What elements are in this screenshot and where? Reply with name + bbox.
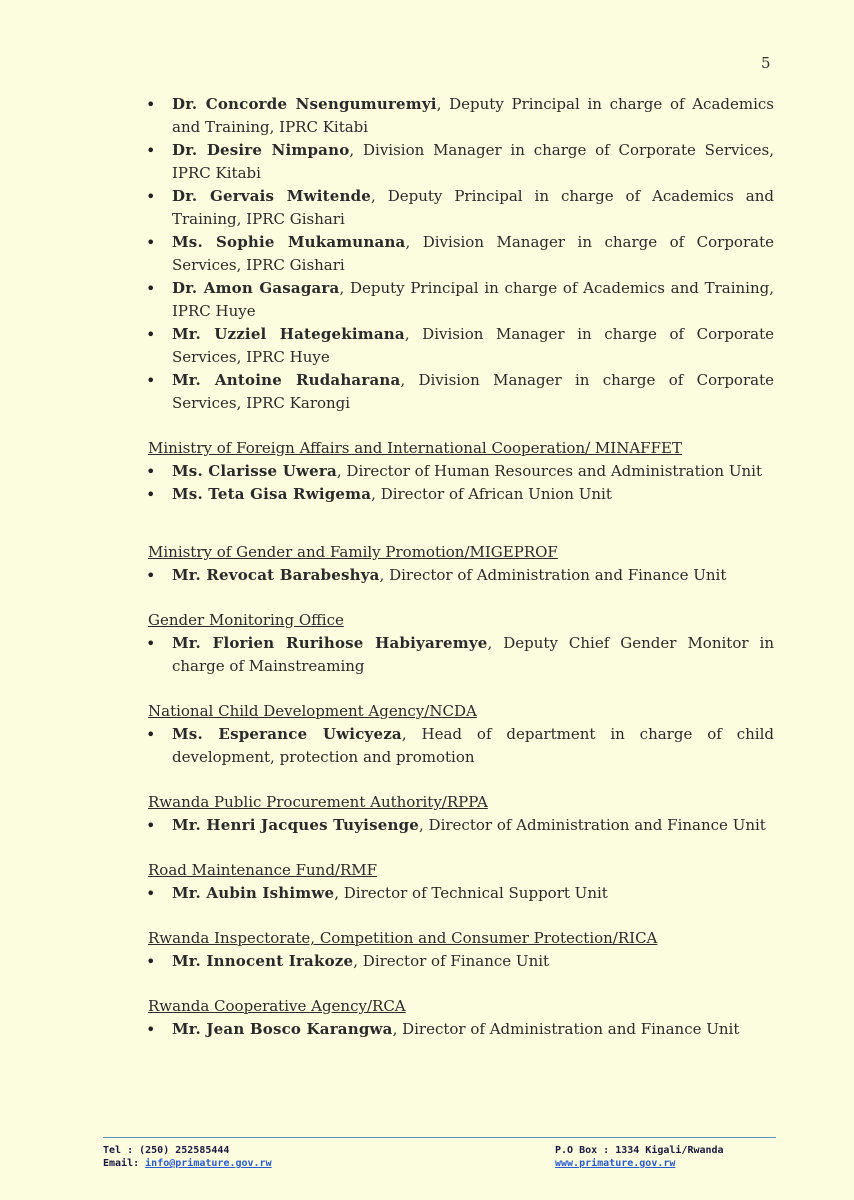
section-heading-rica: Rwanda Inspectorate, Competition and Consumer Protection/RICA — [148, 929, 658, 947]
person-role: , Deputy Principal in charge of Academics and Training, IPRC Gishari — [172, 187, 774, 228]
list-item — [146, 1018, 774, 1041]
person-name: Dr. Amon Gasagara — [172, 279, 340, 297]
section-list — [146, 723, 774, 769]
person-role: , Division Manager in charge of Corporate Services, IPRC Huye — [172, 325, 774, 366]
person-role: , Director of Finance Unit — [353, 952, 550, 970]
person-role: , Director of Administration and Finance Unit — [392, 1020, 740, 1038]
person-name: Mr. Uzziel Hategekimana — [172, 325, 405, 343]
person-name: Ms. Sophie Mukamunana — [172, 233, 406, 251]
document-body — [146, 93, 774, 1041]
section-list — [146, 632, 774, 678]
person-role: , Division Manager in charge of Corporate Services, IPRC Gishari — [172, 233, 774, 274]
list-item — [146, 950, 774, 973]
person-name: Mr. Aubin Ishimwe — [172, 884, 335, 902]
section-heading-ncda: National Child Development Agency/NCDA — [148, 702, 477, 720]
section-heading-migeprof: Ministry of Gender and Family Promotion/MIGEPROF — [148, 543, 558, 561]
person-name: Mr. Antoine Rudaharana — [172, 371, 401, 389]
person-role: , Director of African Union Unit — [371, 485, 612, 503]
person-name: Mr. Innocent Irakoze — [172, 952, 354, 970]
list-item — [146, 882, 774, 905]
list-item — [146, 564, 774, 587]
website-link[interactable]: www.primature.gov.rw — [555, 1158, 676, 1169]
list-item — [146, 460, 774, 483]
section-list — [146, 564, 774, 587]
section-heading-gmo: Gender Monitoring Office — [148, 611, 344, 629]
person-role: , Deputy Principal in charge of Academics and Training, IPRC Huye — [172, 279, 774, 320]
person-name: Ms. Teta Gisa Rwigema — [172, 485, 372, 503]
intro-list — [146, 93, 774, 415]
person-name: Ms. Clarisse Uwera — [172, 462, 337, 480]
person-name: Dr. Concorde Nsengumuremyi — [172, 95, 437, 113]
section-list — [146, 814, 774, 837]
person-name: Mr. Henri Jacques Tuyisenge — [172, 816, 420, 834]
list-item — [146, 185, 774, 231]
person-role: , Deputy Principal in charge of Academics and Training, IPRC Kitabi — [172, 95, 774, 136]
email-link[interactable]: info@primature.gov.rw — [145, 1158, 272, 1169]
list-item — [146, 814, 774, 837]
person-name: Mr. Florien Rurihose Habiyaremye — [172, 634, 488, 652]
person-role: , Director of Administration and Finance Unit — [379, 566, 727, 584]
list-item — [146, 231, 774, 277]
list-item — [146, 369, 774, 415]
person-name: Mr. Revocat Barabeshya — [172, 566, 380, 584]
list-item — [146, 139, 774, 185]
footer-address — [555, 1144, 724, 1170]
footer-email-line — [103, 1157, 272, 1170]
section-heading-rca: Rwanda Cooperative Agency/RCA — [148, 997, 406, 1015]
person-role: , Head of department in charge of child development, protection and promotion — [172, 725, 774, 766]
person-name: Ms. Esperance Uwicyeza — [172, 725, 402, 743]
person-role: , Director of Administration and Finance Unit — [419, 816, 766, 834]
list-item — [146, 723, 774, 769]
footer-tel: Tel : (250) 252585444 — [103, 1145, 230, 1156]
person-role: , Director of Technical Support Unit — [334, 884, 608, 902]
footer-divider — [103, 1137, 776, 1138]
section-heading-rppa: Rwanda Public Procurement Authority/RPPA — [148, 793, 488, 811]
section-list — [146, 460, 774, 506]
footer-pobox: P.O Box : 1334 Kigali/Rwanda — [555, 1145, 724, 1156]
section-heading-minaffet: Ministry of Foreign Affairs and International Cooperation/ MINAFFET — [148, 439, 682, 457]
person-role: , Director of Human Resources and Administration Unit — [336, 462, 762, 480]
person-role: , Division Manager in charge of Corporate Services, IPRC Karongi — [172, 371, 774, 412]
person-name: Dr. Desire Nimpano — [172, 141, 350, 159]
list-item — [146, 483, 774, 506]
person-name: Dr. Gervais Mwitende — [172, 187, 372, 205]
footer-email-label: Email: — [103, 1158, 146, 1169]
list-item — [146, 277, 774, 323]
person-role: , Deputy Chief Gender Monitor in charge of Mainstreaming — [172, 634, 774, 675]
section-heading-rmf: Road Maintenance Fund/RMF — [148, 861, 378, 879]
list-item — [146, 93, 774, 139]
footer-contact — [103, 1144, 272, 1170]
section-list — [146, 882, 774, 905]
page-number: 5 — [761, 54, 771, 72]
section-list — [146, 1018, 774, 1041]
list-item — [146, 323, 774, 369]
list-item — [146, 632, 774, 678]
person-role: , Division Manager in charge of Corporate Services, IPRC Kitabi — [172, 141, 775, 182]
section-list — [146, 950, 774, 973]
person-name: Mr. Jean Bosco Karangwa — [172, 1020, 393, 1038]
